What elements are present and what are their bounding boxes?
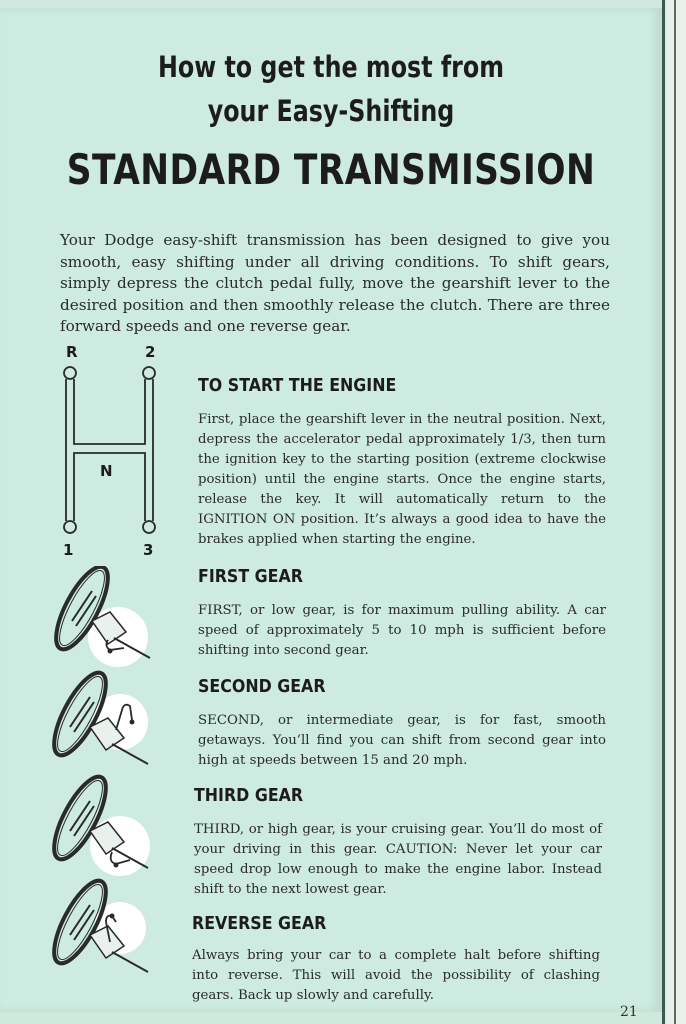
gear-label-2: 2: [145, 343, 156, 361]
gear-label-3: 3: [143, 541, 154, 559]
section-body: SECOND, or intermediate gear, is for fast, smooth getaways. You’ll find you can shift from second gear into high at speeds between 15 and 20 mph.: [198, 713, 606, 768]
steering-wheel-first-gear-illustration: [52, 566, 152, 668]
gear-label-n: N: [100, 462, 113, 480]
section-first-gear: [198, 566, 606, 661]
section-second-gear: [198, 676, 606, 771]
page-edge: [662, 0, 665, 1024]
steering-wheel-reverse-gear-illustration: [50, 878, 150, 980]
section-heading: TO START THE ENGINE: [198, 375, 397, 396]
page-edge: [676, 0, 686, 1024]
section-heading: FIRST GEAR: [198, 566, 303, 587]
title-line-2: your Easy-Shifting: [207, 94, 455, 128]
section-reverse-gear: [192, 913, 600, 1006]
shift-pattern-diagram: [52, 340, 162, 565]
section-body: Always bring your car to a complete halt before shifting into reverse. This will avoid the possibility of clashing gears. Back up slowly and carefully.: [192, 948, 600, 1003]
section-heading: REVERSE GEAR: [192, 913, 327, 934]
section-heading: THIRD GEAR: [194, 785, 304, 806]
gear-label-r: R: [66, 343, 78, 361]
gear-label-1: 1: [63, 541, 74, 559]
page-number: 21: [620, 1004, 638, 1020]
steering-wheel-third-gear-illustration: [50, 774, 150, 876]
title-line-3: STANDARD TRANSMISSION: [66, 145, 596, 194]
section-start-engine: [198, 375, 606, 550]
section-body: THIRD, or high gear, is your cruising gear. You’ll do most of your driving in this gear. CAUTION: Never let your car speed drop low enough to make the engine labor. Instead shift to the next lowest gear.: [194, 822, 602, 897]
section-body: First, place the gearshift lever in the neutral position. Next, depress the accelerator pedal approximately 1/3, then turn the ignition key to the starting position (extreme clockwise position) until the engine starts. Once the engine starts, release the key. It will automatically return to the IGNITION ON position. It’s always a good idea to have the brakes applied when starting the engine.: [198, 412, 606, 547]
title-line-1: How to get the most from: [157, 50, 505, 84]
page-edge: [666, 0, 674, 1024]
intro-paragraph: Your Dodge easy-shift transmission has been designed to give you smooth, easy shifting under all driving conditions. To shift gears, simply depress the clutch pedal fully, move the gearshift lever to the desired position and then smoothly release the clutch. There are three forward speeds and one reverse gear.: [60, 231, 610, 335]
steering-wheel-second-gear-illustration: [50, 670, 150, 772]
section-heading: SECOND GEAR: [198, 676, 326, 697]
section-third-gear: [194, 785, 602, 900]
section-body: FIRST, or low gear, is for maximum pulling ability. A car speed of approximately 5 to 10 mph is sufficient before shifting into second gear.: [198, 603, 606, 658]
